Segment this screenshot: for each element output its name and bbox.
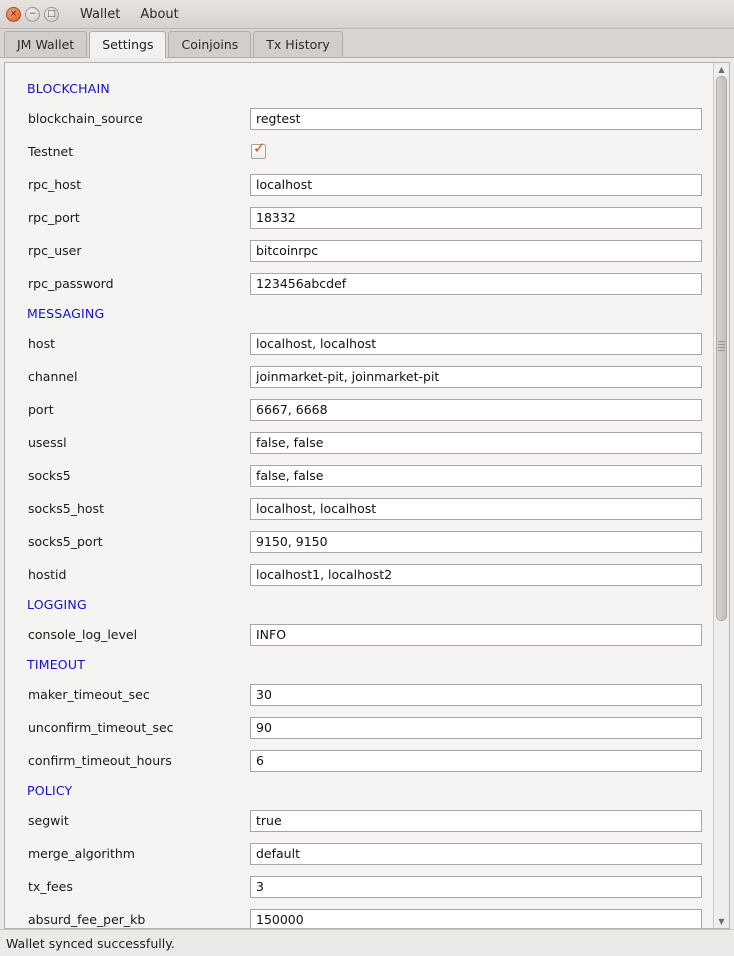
setting-row-rpc-password <box>27 267 703 300</box>
setting-input-usessl[interactable]: false, false <box>250 432 702 454</box>
menu-item-about[interactable]: About <box>140 6 179 22</box>
setting-row-socks5-port <box>27 525 703 558</box>
menubar <box>77 5 182 24</box>
setting-row-channel <box>27 360 703 393</box>
setting-input-socks5-host[interactable]: localhost, localhost <box>250 498 702 520</box>
setting-input-tx-fees[interactable]: 3 <box>250 876 702 898</box>
section-header-policy: POLICY <box>27 783 73 798</box>
setting-row-hostid <box>27 558 703 591</box>
settings-scroll-area <box>5 63 713 928</box>
tab-jm-wallet[interactable]: JM Wallet <box>4 31 87 57</box>
setting-input-hostid[interactable]: localhost1, localhost2 <box>250 564 702 586</box>
setting-row-tx-fees <box>27 870 703 903</box>
setting-input-segwit[interactable]: true <box>250 810 702 832</box>
setting-input-rpc-port[interactable]: 18332 <box>250 207 702 229</box>
setting-label: console_log_level <box>28 627 138 642</box>
setting-input-socks5-port[interactable]: 9150, 9150 <box>250 531 702 553</box>
setting-row-rpc-user <box>27 234 703 267</box>
maximize-icon: □ <box>47 8 56 19</box>
setting-label: socks5_host <box>28 501 104 516</box>
setting-row-merge-algorithm <box>27 837 703 870</box>
setting-row-maker-timeout-sec <box>27 678 703 711</box>
window-controls <box>6 7 59 22</box>
content-area <box>0 58 734 929</box>
tabstrip <box>0 29 734 58</box>
setting-input-rpc-user[interactable]: bitcoinrpc <box>250 240 702 262</box>
scrollbar-grip <box>718 341 725 351</box>
setting-row-socks5-host <box>27 492 703 525</box>
setting-label: usessl <box>28 435 67 450</box>
settings-rows <box>5 75 713 928</box>
setting-label: rpc_host <box>28 177 82 192</box>
menu-item-wallet[interactable]: Wallet <box>80 6 121 22</box>
setting-row-unconfirm-timeout-sec <box>27 711 703 744</box>
setting-input-blockchain-source[interactable]: regtest <box>250 108 702 130</box>
minimize-button[interactable] <box>25 7 40 22</box>
setting-label: host <box>28 336 55 351</box>
tab-tx-history[interactable]: Tx History <box>253 31 342 57</box>
setting-label: blockchain_source <box>28 111 143 126</box>
maximize-button[interactable] <box>44 7 59 22</box>
setting-row-rpc-port <box>27 201 703 234</box>
setting-row-testnet <box>27 135 703 168</box>
tab-settings[interactable]: Settings <box>89 31 166 58</box>
statusbar <box>0 929 734 956</box>
setting-row-port <box>27 393 703 426</box>
vertical-scrollbar[interactable] <box>713 63 729 928</box>
close-icon: × <box>9 8 18 19</box>
setting-label: channel <box>28 369 78 384</box>
section-header-blockchain: BLOCKCHAIN <box>27 81 110 96</box>
setting-row-usessl <box>27 426 703 459</box>
tab-coinjoins[interactable]: Coinjoins <box>168 31 251 57</box>
setting-label: socks5 <box>28 468 71 483</box>
setting-row-blockchain-source <box>27 102 703 135</box>
settings-panel <box>4 62 730 929</box>
setting-input-channel[interactable]: joinmarket-pit, joinmarket-pit <box>250 366 702 388</box>
setting-label: hostid <box>28 567 67 582</box>
section-header-messaging: MESSAGING <box>27 306 105 321</box>
setting-row-console-log-level <box>27 618 703 651</box>
setting-input-absurd-fee-per-kb[interactable]: 150000 <box>250 909 702 929</box>
check-icon: ✓ <box>253 139 266 157</box>
setting-label: segwit <box>28 813 69 828</box>
setting-input-unconfirm-timeout-sec[interactable]: 90 <box>250 717 702 739</box>
close-button[interactable] <box>6 7 21 22</box>
setting-label: socks5_port <box>28 534 103 549</box>
setting-row-host <box>27 327 703 360</box>
setting-input-console-log-level[interactable]: INFO <box>250 624 702 646</box>
setting-label: rpc_port <box>28 210 80 225</box>
scrollbar-track[interactable] <box>715 76 728 915</box>
setting-row-absurd-fee-per-kb <box>27 903 703 928</box>
setting-input-port[interactable]: 6667, 6668 <box>250 399 702 421</box>
setting-label: rpc_password <box>28 276 114 291</box>
setting-label: Testnet <box>28 144 74 159</box>
setting-input-host[interactable]: localhost, localhost <box>250 333 702 355</box>
setting-row-confirm-timeout-hours <box>27 744 703 777</box>
scroll-up-icon[interactable]: ▲ <box>718 65 725 74</box>
setting-input-rpc-host[interactable]: localhost <box>250 174 702 196</box>
setting-row-segwit <box>27 804 703 837</box>
setting-label: rpc_user <box>28 243 82 258</box>
setting-input-maker-timeout-sec[interactable]: 30 <box>250 684 702 706</box>
setting-input-rpc-password[interactable]: 123456abcdef <box>250 273 702 295</box>
setting-label: port <box>28 402 54 417</box>
setting-input-merge-algorithm[interactable]: default <box>250 843 702 865</box>
setting-label: maker_timeout_sec <box>28 687 150 702</box>
setting-input-socks5[interactable]: false, false <box>250 465 702 487</box>
setting-input-confirm-timeout-hours[interactable]: 6 <box>250 750 702 772</box>
scroll-down-icon[interactable]: ▼ <box>718 917 725 926</box>
setting-label: absurd_fee_per_kb <box>28 912 146 927</box>
section-header-logging: LOGGING <box>27 597 87 612</box>
setting-label: unconfirm_timeout_sec <box>28 720 174 735</box>
setting-row-socks5 <box>27 459 703 492</box>
section-header-timeout: TIMEOUT <box>27 657 86 672</box>
minimize-icon: − <box>28 8 37 19</box>
setting-label: confirm_timeout_hours <box>28 753 172 768</box>
setting-label: merge_algorithm <box>28 846 135 861</box>
setting-row-rpc-host <box>27 168 703 201</box>
setting-checkbox-testnet[interactable] <box>251 139 266 159</box>
titlebar <box>0 0 734 29</box>
setting-label: tx_fees <box>28 879 73 894</box>
status-text: Wallet synced successfully. <box>6 935 175 951</box>
